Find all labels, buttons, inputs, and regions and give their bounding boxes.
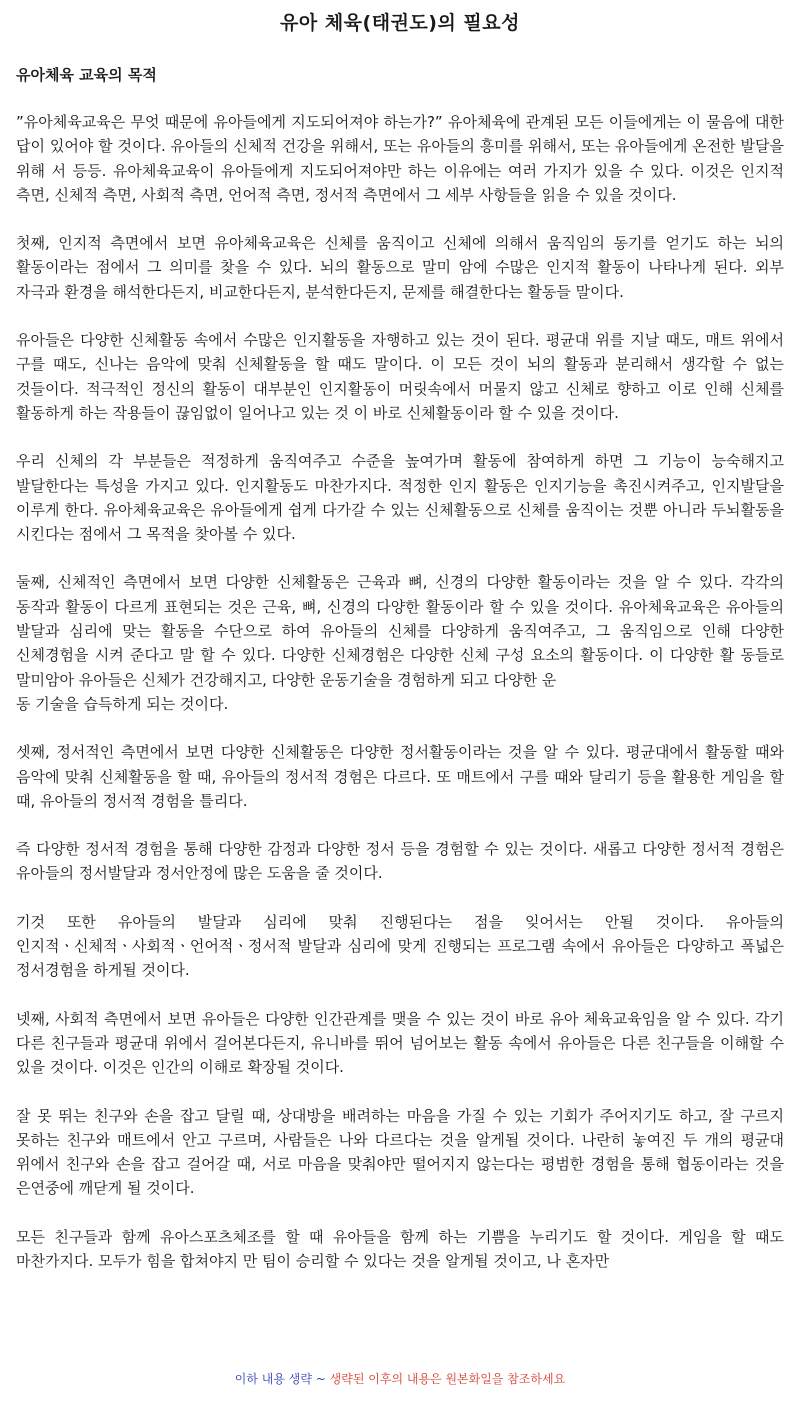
section-heading: 유아체육 교육의 목적	[16, 66, 157, 84]
paragraph-1: ”유아체육교육은 무엇 때문에 유아들에게 지도되어져야 하는가?” 유아체육에 관계된 모든 이들에게는 이 물음에 대한 답이 있어야 할 것이다. 유아들의 신체적 건강을 위해서, 또는 유아들의 흥미를 위해서, 또는 유아들에게 온전한 발달을 위해 서 등등. 유아체육교육이 유아들에게 지도되어져야만 하는 이유에는 여러 가지가 있을 수 있다. 이것은 인지적 측면, 신체적 측면, 사회적 측면, 언어적 측면, 정서적 측면에서 그 세부 사항들을 읽을 수 있을 것이다.	[16, 113, 784, 204]
paragraph-3: 유아들은 다양한 신체활동 속에서 수많은 인지활동을 자행하고 있는 것이 된다. 평균대 위를 지날 때도, 매트 위에서 구를 때도, 신나는 음악에 맞춰 신체활동을 할 때도 말이다. 이 모든 것이 뇌의 활동과 분리해서 생각할 수 없는 것들이다. 적극적인 정신의 활동이 대부분인 인지활동이 머릿속에서 머물지 않고 신체로 향하고 이로 인해 신체를 활동하게 하는 작용들이 끊임없이 일어나고 있는 것 이 바로 신체활동이라 할 수 있을 것이다.	[16, 331, 784, 422]
paragraph-8: 기것 또한 유아들의 발달과 심리에 맞춰 진행된다는 점을 잊어서는 안될 것이다. 유아들의 인지적ㆍ신체적ㆍ사회적ㆍ언어적ㆍ정서적 발달과 심리에 맞게 진행되는 프로그램 속에서 유아들은 다양하고 폭넓은 정서경험을 하게될 것이다.	[16, 912, 784, 980]
omission-note: 생략된 이후의 내용은 원본화일을 참조하세요	[329, 1372, 566, 1386]
paragraph-9: 넷째, 사회적 측면에서 보면 유아들은 다양한 인간관계를 맺을 수 있는 것이 바로 유아 체육교육임을 알 수 있다. 각기 다른 친구들과 평균대 위에서 걸어본다든지, 유니바를 뛰어 넘어보는 활동 속에서 유아들은 다른 친구들을 이해할 수 있을 것이다. 이것은 인간의 이해로 확장될 것이다.	[16, 1009, 784, 1077]
paragraph-7: 즉 다양한 정서적 경험을 통해 다양한 감정과 다양한 정서 등을 경험할 수 있는 것이다. 새롭고 다양한 정서적 경험은 유아들의 정서발달과 정서안정에 많은 도움을 줄 것이다.	[16, 840, 784, 883]
paragraph-5: 둘째, 신체적인 측면에서 보면 다양한 신체활동은 근육과 뼈, 신경의 다양한 활동이라는 것을 알 수 있다. 각각의 동작과 활동이 다르게 표현되는 것은 근육, 뼈, 신경의 다양한 활동이라 할 수 있을 것이다. 유아체육교육은 유아들의 발달과 심리에 맞는 활동을 수단으로 하여 유아들의 신체를 다양하게 움직여주고, 그 움직임으로 인해 다양한 신체경험을 시켜 준다고 말 할 수 있다. 다양한 신체경험은 다양한 신체 구성 요소의 활동이다. 이 다양한 활 동들로 말미암아 유아들은 신체가 건강해지고, 다양한 운동기술을 경험하게 되고 다양한 운 동 기술을 습득하게 되는 것이다.	[16, 573, 784, 713]
paragraph-6: 셋째, 정서적인 측면에서 보면 다양한 신체활동은 다양한 정서활동이라는 것을 알 수 있다. 평균대에서 활동할 때와 음악에 맞춰 신체활동을 할 때, 유아들의 정서적 경험은 다르다. 또 매트에서 구를 때와 달리기 등을 활용한 게임을 할 때, 유아들의 정서적 경험을 틀리다.	[16, 743, 784, 810]
paragraph-10: 잘 못 뛰는 친구와 손을 잡고 달릴 때, 상대방을 배려하는 마음을 가질 수 있는 기회가 주어지기도 하고, 잘 구르지 못하는 친구와 매트에서 안고 구르며, 사람들은 나와 다르다는 것을 알게될 것이다. 나란히 놓여진 두 개의 평균대 위에서 친구와 손을 잡고 걸어갈 때, 서로 마음을 맞춰야만 떨어지지 않는다는 평범한 경험을 통해 협동이라는 것을 은연중에 깨닫게 될 것이다.	[16, 1106, 784, 1198]
paragraph-2: 첫째, 인지적 측면에서 보면 유아체육교육은 신체를 움직이고 신체에 의해서 움직임의 동기를 얻기도 하는 뇌의 활동이라는 점에서 그 의미를 찾을 수 있다. 뇌의 활동으로 말미 암에 수많은 인지적 활동이 나타나게 된다. 외부 자극과 환경을 해석한다든지, 비교한다든지, 분석한다든지, 문제를 해결한다는 활동들 말이다.	[16, 234, 784, 301]
document-title: 유아 체육(태권도)의 필요성	[280, 12, 520, 34]
omission-text: 이하 내용 생략 ~	[234, 1372, 330, 1386]
document-body	[16, 110, 784, 1297]
paragraph-11: 모든 친구들과 함께 유아스포츠체조를 할 때 유아들을 함께 하는 기쁨을 누리기도 할 것이다. 게임을 할 때도 마찬가지다. 모두가 힘을 합쳐야지 만 팀이 승리할 수 있다는 것을 알게될 것이고, 나 혼자만	[16, 1227, 784, 1270]
paragraph-4: 우리 신체의 각 부분들은 적정하게 움직여주고 수준을 높여가며 활동에 참여하게 하면 그 기능이 능숙해지고 발달한다는 특성을 가지고 있다. 인지활동도 마찬가지다. 적정한 인지 활동은 인지기능을 촉진시켜주고, 인지발달을 이루게 한다. 유아체육교육은 유아들에게 쉽게 다가갈 수 있는 신체활동으로 신체를 움직이는 것뿐 아니라 두뇌활동을 시킨다는 점에서 그 목적을 찾아볼 수 있다.	[16, 452, 784, 544]
omission-footer	[0, 1370, 800, 1387]
